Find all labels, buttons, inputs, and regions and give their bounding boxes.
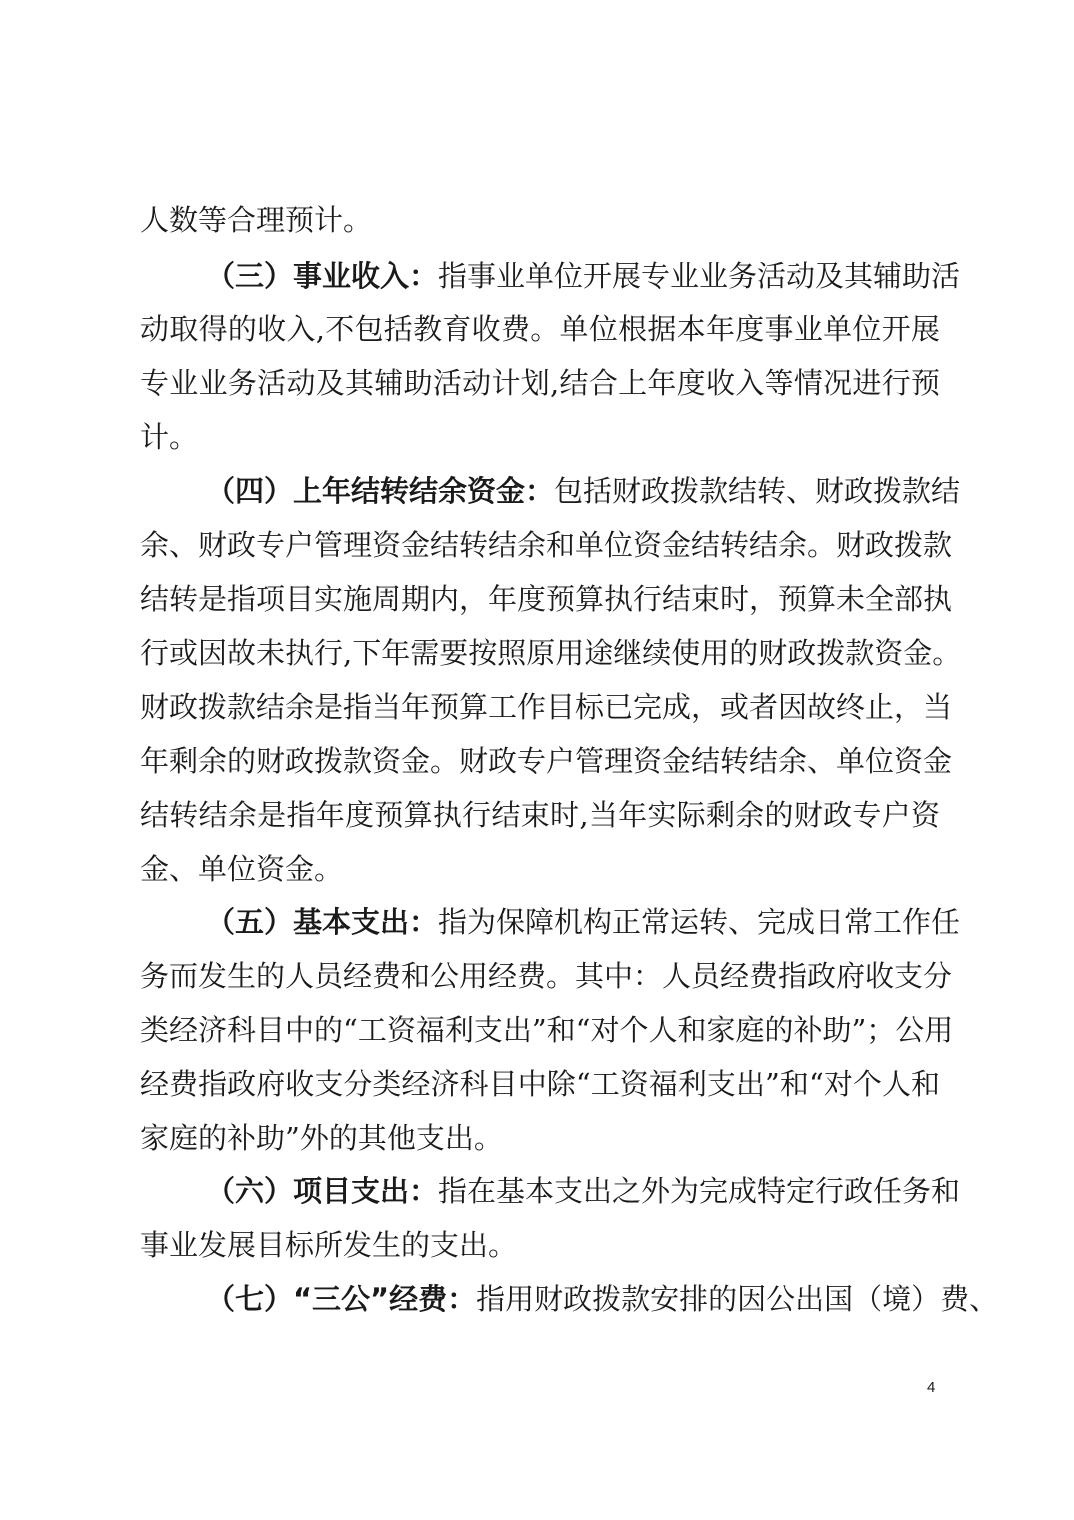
paragraph-line: [140, 363, 940, 403]
line-text: 指在基本支出之外为完成特定行政任务和: [438, 1174, 961, 1208]
line-text: 事业发展目标所发生的支出。: [140, 1228, 518, 1262]
line-text: 计。: [140, 420, 199, 454]
paragraph-line: [140, 956, 953, 996]
paragraph-line: [140, 200, 940, 240]
paragraph-line: [140, 1064, 940, 1104]
paragraph-line: [140, 309, 940, 349]
line-text: 务而发生的人员经费和公用经费。其中：人员经费指政府收支分: [140, 959, 953, 993]
paragraph-line: [140, 633, 962, 673]
paragraph-line: [140, 741, 953, 781]
line-text: 结转结余是指年度预算执行结束时,当年实际剩余的财政专户资: [140, 798, 940, 832]
line-text: 余、财政专户管理资金结转结余和单位资金结转结余。财政拨款: [140, 528, 953, 562]
line-text: 指事业单位开展专业业务活动及其辅助活: [438, 259, 961, 293]
paragraph-line: [140, 1118, 940, 1158]
line-text: 专业业务活动及其辅助活动计划,结合上年度收入等情况进行预: [140, 366, 940, 400]
line-text: 指用财政拨款安排的因公出国（境）费、: [476, 1282, 999, 1316]
section-heading: （六）项目支出：: [206, 1174, 439, 1208]
line-text: 类经济科目中的“工资福利支出”和“对个人和家庭的补助”；公用: [140, 1013, 954, 1047]
paragraph-line: [206, 471, 961, 511]
paragraph-line: [206, 256, 961, 296]
paragraph-line: [140, 417, 940, 457]
line-text: 财政拨款结余是指当年预算工作目标已完成，或者因故终止，当: [140, 690, 953, 724]
page-number: 4: [927, 1379, 936, 1396]
line-text: 动取得的收入,不包括教育收费。单位根据本年度事业单位开展: [140, 312, 940, 346]
line-text: 指为保障机构正常运转、完成日常工作任: [438, 905, 961, 939]
paragraph-line: [140, 687, 953, 727]
line-text: 包括财政拨款结转、财政拨款结: [554, 474, 961, 508]
line-text: 经费指政府收支分类经济科目中除“工资福利支出”和“对个人和: [140, 1067, 940, 1101]
line-text: 家庭的补助”外的其他支出。: [140, 1121, 503, 1155]
line-text: 金、单位资金。: [140, 852, 344, 886]
section-heading: （三）事业收入：: [206, 259, 439, 293]
section-heading: （七）“三公”经费：: [206, 1282, 477, 1316]
paragraph-line: [140, 1225, 940, 1265]
paragraph-line: [140, 579, 953, 619]
paragraph-line: [140, 849, 940, 889]
line-text: 年剩余的财政拨款资金。财政专户管理资金结转结余、单位资金: [140, 744, 953, 778]
paragraph-line: [140, 795, 940, 835]
paragraph-line: [140, 525, 953, 565]
paragraph-line: [206, 902, 961, 942]
section-heading: （五）基本支出：: [206, 905, 439, 939]
line-text: 人数等合理预计。: [140, 203, 373, 237]
line-text: 结转是指项目实施周期内，年度预算执行结束时，预算未全部执: [140, 582, 953, 616]
line-text: 行或因故未执行,下年需要按照原用途继续使用的财政拨款资金。: [140, 636, 962, 670]
paragraph-line: [140, 1010, 954, 1050]
section-heading: （四）上年结转结余资金：: [206, 474, 555, 508]
paragraph-line: [206, 1171, 961, 1211]
paragraph-line: [206, 1279, 999, 1319]
